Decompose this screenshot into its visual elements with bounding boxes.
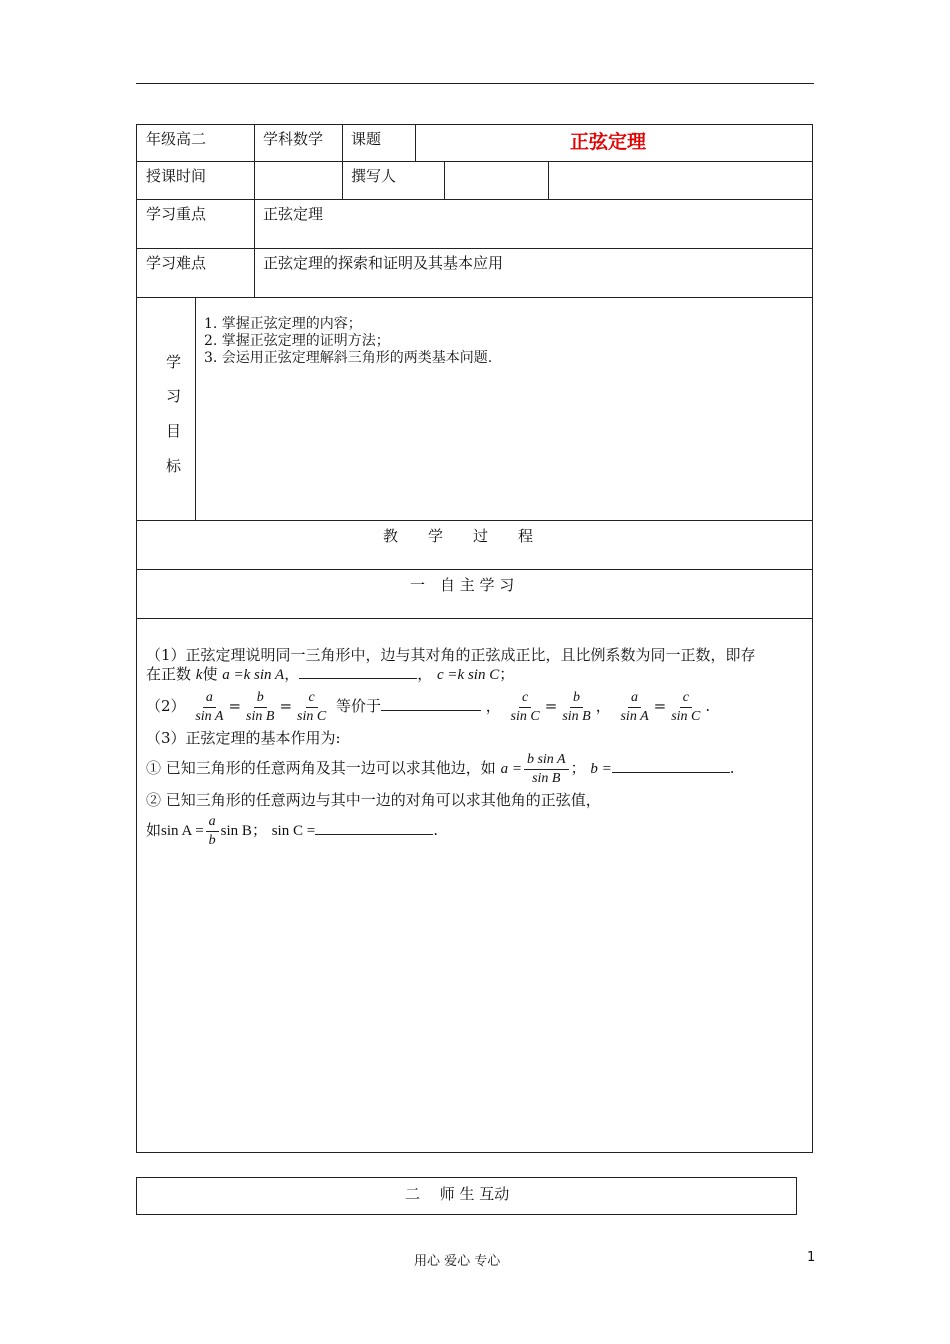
fraction: $\frac{c}{\text{sin C}}$ [297,689,327,724]
section1-title: 一 自 主 学 习 [410,576,515,594]
author-label: 撰写人 [351,167,397,185]
p1-eq-a: a =k sin A [222,667,285,683]
goals-label-char: 目 [166,422,182,440]
p1-k: k [195,667,203,683]
p2-prefix: （2） [146,697,186,715]
page-number: 1 [807,1250,816,1265]
p4-text: ① 已知三角形的任意两角及其一边可以求其他边，如 [146,759,496,777]
col-divider [195,297,196,520]
content-p3: （3）正弦定理的基本作用为: [146,729,341,747]
fraction: $\frac{c}{\text{sin C}}$ [671,689,701,724]
blank-answer[interactable] [612,758,730,773]
row-divider [136,297,813,298]
p1-prefix: 在正数 [146,665,192,683]
fraction: $\frac{c}{\text{sin C}}$ [510,689,540,724]
p4-a-eq: a = [500,761,522,777]
process-title: 教 学 过 程 [383,527,534,545]
fraction: $\frac{a}{\text{sin A}}$ [620,689,649,724]
row-divider [136,199,813,200]
lesson-table [136,124,813,1153]
col-divider [548,161,549,199]
subject-cell: 学科数学 [263,130,324,148]
fraction: $\frac{a}{b}$ [206,814,219,849]
blank-answer[interactable] [315,820,433,835]
col-divider [444,161,445,199]
fraction: $\frac{b}{\text{sin B}}$ [246,689,275,724]
fraction: $\frac{b}{\text{sin B}}$ [562,689,591,724]
goal-item: 3. 会运用正弦定理解斜三角形的两类基本问题. [204,350,493,366]
goals-label-char: 学 [166,353,182,371]
time-label: 授课时间 [146,167,207,185]
header-rule [136,83,814,84]
topic-label: 课题 [351,130,382,148]
content-p2: （2） $\frac{a}{\text{sin A}}$ = $\frac{b}{\text{sin B}}$ = $\frac{c}{\text{sin C}}$ 等价于 ， $\frac{c}{\text{sin C}}$ = $\frac{b}{\text{sin B}}$ ， $\frac{a}{\text{sin A}}$ = $\frac{c}{\text{sin C}}$ . [146,689,711,724]
topic-title: 正弦定理 [570,131,647,153]
p1-eq-c: c =k sin C [437,667,500,683]
p6-sinB: sin B [220,823,252,839]
content-p1-line2: 在正数 k使 a =k sin A， ， c =k sin C； [146,665,515,683]
fraction: $\frac{\text{b sin A}}{\text{sin B}}$ [524,752,569,787]
p6-sinA: sin A = [161,823,204,839]
content-p1-line1: （1）正弦定理说明同一三角形中，边与其对角的正弦成正比，且比例系数为同一正数，即存 [146,646,756,664]
goals-label-char: 习 [166,387,182,405]
col-divider [342,124,343,199]
content-p5: ② 已知三角形的任意两边与其中一边的对角可以求其他角的正弦值， [146,791,601,809]
col-divider [254,124,255,297]
p6-prefix: 如 [146,821,162,839]
difficulty-label: 学习难点 [146,254,207,272]
p6-sinC: sin C = [271,823,316,839]
p1-use: 使 [202,665,218,683]
row-divider [136,161,813,162]
difficulty-value: 正弦定理的探索和证明及其基本应用 [263,254,504,272]
focus-label: 学习重点 [146,205,207,223]
content-p4: ① 已知三角形的任意两角及其一边可以求其他边，如 a = $\frac{\text{b sin A}}{\text{sin B}}$ ； b = . [146,751,735,786]
section2-title: 二 师 生 互动 [405,1185,510,1203]
goals-label-char: 标 [166,457,182,475]
row-divider [136,248,813,249]
p2-equiv: 等价于 [335,697,381,715]
row-divider [136,520,813,521]
footer-motto: 用心 爱心 专心 [414,1254,501,1269]
row-divider [136,569,813,570]
row-divider [136,618,813,619]
p4-b-eq: b = [590,761,612,777]
content-p6: 如sin A = $\frac{a}{b}$ sin B； sin C = . [146,813,438,848]
fraction: $\frac{a}{\text{sin A}}$ [195,689,224,724]
focus-value: 正弦定理 [263,205,324,223]
goal-item: 2. 掌握正弦定理的证明方法； [204,333,390,349]
blank-answer[interactable] [299,664,417,679]
col-divider [415,124,416,161]
blank-answer[interactable] [381,696,481,711]
goal-item: 1. 掌握正弦定理的内容； [204,316,362,332]
grade-cell: 年级高二 [146,130,207,148]
